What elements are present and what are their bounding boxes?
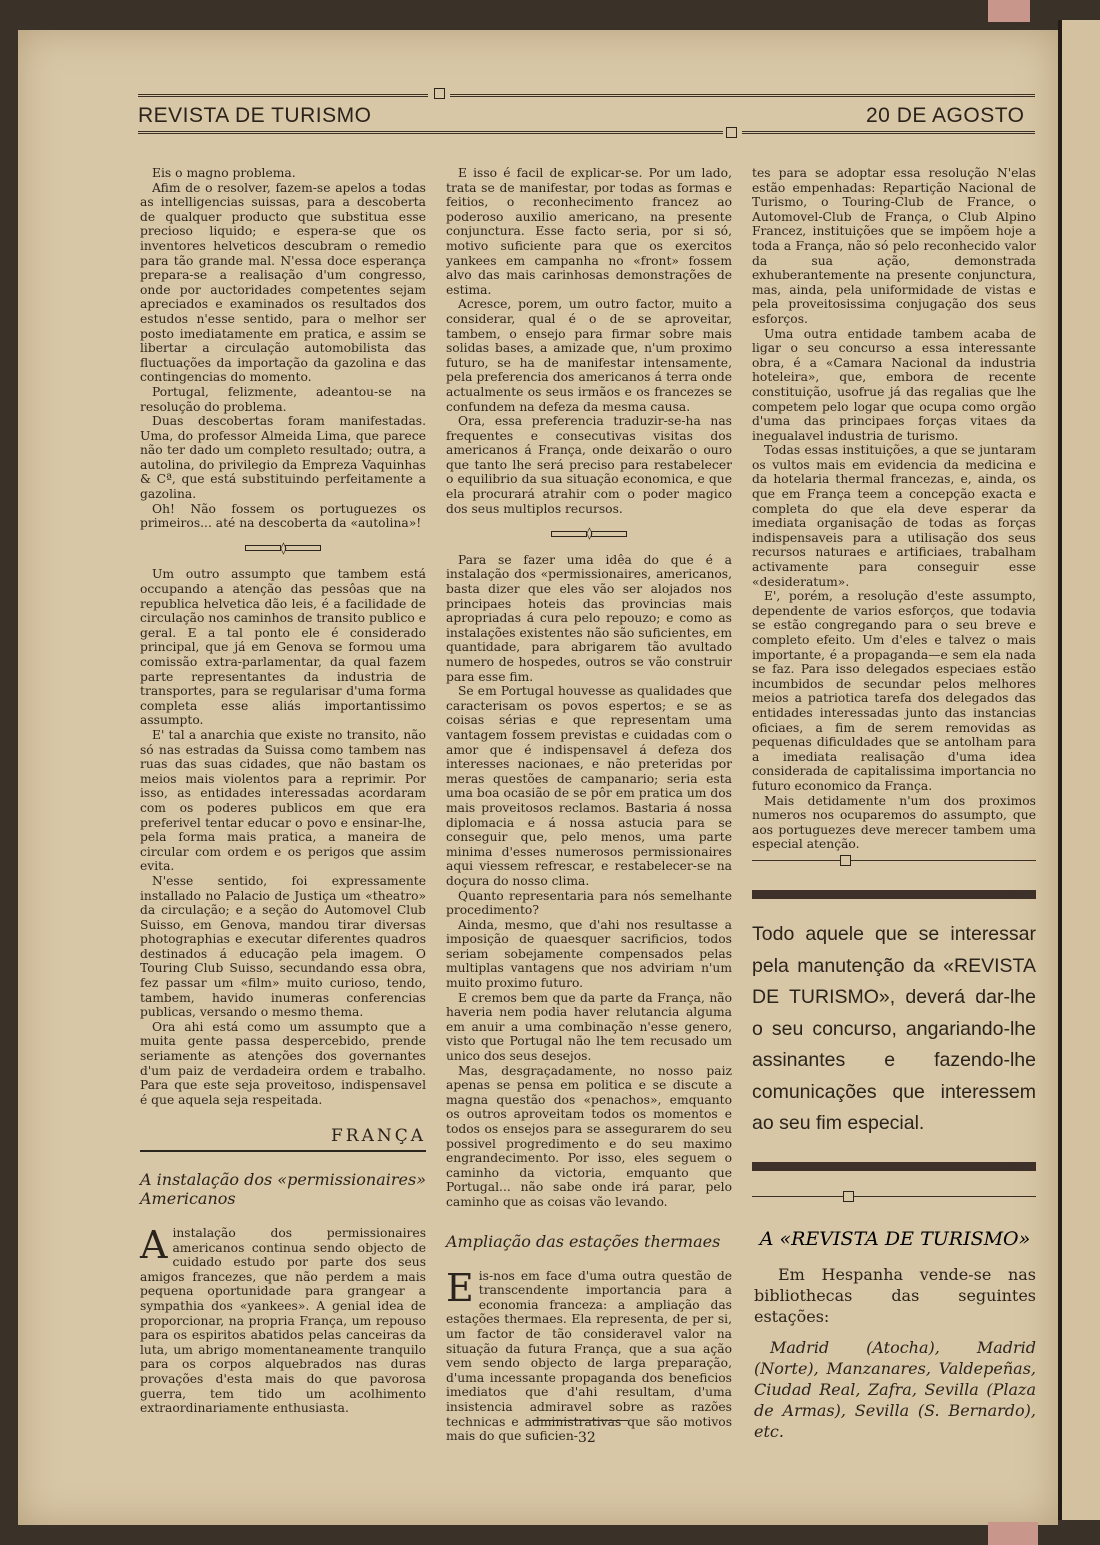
paragraph: Portugal, felizmente, adeantou-se na resolução do problema. <box>140 384 426 414</box>
paragraph: Mas, desgraçadamente, no nosso paiz apenas se pensa em politica e se discute a magna questão dos «penachos», emquanto os outros aproveitam todos os momentos e todos os ensejos para se assegurarem do seu possivel progredimento e do seu maximo engrandecimento. Por isso, eles seguem o caminho da victoria, emquanto que Portugal... não sabe onde irá parar, pelo caminho que as coisas vão levando. <box>446 1063 732 1209</box>
section-rule <box>140 1150 426 1152</box>
notice-bar-top <box>752 890 1036 899</box>
column-3 <box>752 166 1036 852</box>
paragraph: Afim de o resolver, fazem-se apelos a todas as intelligencias suissas, para a descoberta de qualquer producto que substitua esse precioso liquido; e espera-se que os inventores helveticos descubram o remedio para tão grande mal. N'essa doce esperança prepara-se a realisação d'um congresso, onde por auctoridades competentes sejam apreciados e examinados os resultados dos estudos n'esse sentido, para o melhor ser posto imediatamente em pratica, e assim se libertar a circulação automobilista das fluctuações da importação da gazolina e das contingencias do momento. <box>140 180 426 385</box>
paragraph: E cremos bem que da parte da França, não haveria nem podia haver relutancia alguma em anuir a uma combinação n'esse genero, visto que Portugal não lhe tem recusado um unico dos seus desejos. <box>446 990 732 1064</box>
column-1 <box>140 166 426 1416</box>
issue-date: 20 DE AGOSTO <box>866 104 1025 127</box>
paragraph: E' tal a anarchia que existe no transito, não só nas estradas da Suissa como tambem nas ruas das suas cidades, que não bastam os meios mais violentos para a reprimir. Por isso, as entidades interessadas acordaram com os poderes publicos em que era preferivel tentar educar o povo e ensinar-lhe, pela forma mais pratica, a maneira de circular com ordem e os perigos que assim evita. <box>140 727 426 874</box>
paragraph: Ainda, mesmo, que d'ahi nos resultasse a imposição de quaesquer sacrificios, todos seriam sobejamente compensados pelas multiplas vantagens que nos adviriam n'um muito proximo futuro. <box>446 917 732 991</box>
ornament-square <box>434 88 445 99</box>
paragraph: Ora ahi está como um assumpto que a muita gente passa despercebido, prende seriamente as atenções dos governantes d'um paiz de verdadeira ordem e trabalho. Para que este seja proveitoso, indispensavel é que aquela seja respeitada. <box>140 1019 426 1107</box>
divider-rule <box>752 1196 1036 1197</box>
header-rule-lower-left <box>138 131 723 134</box>
header-rule-right <box>450 94 1035 97</box>
section-ornament: ◊ <box>446 526 732 541</box>
page-number: 32 <box>578 1430 596 1446</box>
adjacent-page-edge <box>1062 20 1100 1520</box>
page-tab-top <box>988 0 1030 22</box>
paragraph: Acresce, porem, um outro factor, muito a considerar, qual é o de se aproveitar, tambem, o ensejo para firmar sobre mais solidas bases, a amizade que, n'um proximo futuro, se ha de manifestar intensamente, pela preferencia dos americanos á terra onde actualmente os seus irmãos e os francezes se confundem na defeza da mesma causa. <box>446 297 732 414</box>
paragraph: Se em Portugal houvesse as qualidades que caracterisam os povos espertos; e se as coisas sérias e que representam uma vantagem fossem previstas e cuidadas com o amor que é indispensavel á defeza dos interesses nacionaes, e não preteridas por meras questões de campanario; seria esta uma boa ocasião de se pôr em pratica um dos mais proveitosos reclamos. Bastaria á nossa diplomacia e á nossa astucia para se conseguir que, pelo menos, uma parte minima d'esses numerosos permissionaires aqui viessem refrescar, e restabelecer-se na doçura do nosso clima. <box>446 684 732 888</box>
paragraph: Um outro assumpto que tambem está occupando a atenção das pessôas que na republica helvetica dão leis, é a facilidade de circulação nos caminhos de transito publico e geral. E a tal ponto ele é considerado principal, que já em Genova se formou uma comissão extra-parlamentar, da qual fazem parte representantes da industria de transportes, para se regularisar d'uma forma completa esse aliás importantissimo assumpto. <box>140 567 426 728</box>
notice-bar-bottom <box>752 1162 1036 1171</box>
ornament-square <box>726 127 737 138</box>
paragraph: E isso é facil de explicar-se. Por um lado, trata se de manifestar, por todas as formas e feitios, o reconhecimento francez ao poderoso auxilio americano, na presente conjunctura. Esse facto seria, por si só, motivo suficiente para que os exercitos yankees em campanha no «front» fossem alvo das mais carinhosas demonstrações de estima. <box>446 166 732 297</box>
paragraph: Oh! Não fossem os portuguezes os primeiros... até na descoberta da «autolina»! <box>140 501 426 531</box>
promo-box <box>754 1218 1036 1442</box>
paragraph: Todas essas instituições, a que se juntaram os vultos mais em evidencia da medicina e da hotelaria thermal francezas, e, ainda, os que em França teem a concepção exacta e completa do que ela deve esperar da imediata organisação de todas as forças indispensaveis para a utilisação dos seus recursos naturaes e artificiaes, trabalham activamente para conseguir esse «desideratum». <box>752 443 1036 589</box>
paragraph: Duas descobertas foram manifestadas. Uma, do professor Almeida Lima, que parece não ter dado um completo resultado; outra, a autolina, do privilegio da Empreza Vaquinhas & Cª, que está substituindo perfeitamente a gazolina. <box>140 414 426 502</box>
promo-text: Em Hespanha vende-se nas bibliothecas das seguintes estações: <box>754 1265 1036 1326</box>
notice-box <box>752 880 1036 1181</box>
header-rule-left <box>138 94 428 97</box>
paragraph: Uma outra entidade tambem acaba de ligar o seu concurso a essa interessante obra, é a «Camara Nacional da industria hoteleira», que, embora de recente constituição, usofrue já das regalias que lhe competem pelo logar que ocupa como orgão d'uma das principaes forças vitaes da inegualavel industria de turismo. <box>752 326 1036 443</box>
paragraph: E', porém, a resolução d'este assumpto, dependente de varios esforços, que todavia se estão congregando para o seu breve e completo efeito. Um d'eles e talvez o mais importante, é a propaganda—e sem ela nada se faz. Para isso delegados especiaes estão incumbidos de secundar pelos melhores meios a patriotica tarefa dos delegados das entidades interessadas junto das instancias oficiaes, a fim de serem removidas as pequenas dificuldades que se antolham para a imediata realisação d'uma idea considerada de capitalissima importancia no futuro economico da França. <box>752 589 1036 793</box>
page-tab-bottom <box>988 1522 1038 1545</box>
paragraph: N'esse sentido, foi expressamente installado no Palacio de Justiça um «theatro» da circulação; e a seção do Automovel Club Suisso, em Genova, mandou tirar diversas photographias e executar diferentes quadros destinados á educação pela imagem. O Touring Club Suisso, secundando essa obra, fez passar um «film» muito curioso, tendo, tambem, havido inumeras conferencias publicas, versando o mesmo thema. <box>140 873 426 1020</box>
drop-cap: E <box>446 1265 474 1310</box>
divider-rule <box>752 860 1036 861</box>
column-2 <box>446 166 732 1444</box>
paragraph: Mais detidamente n'um dos proximos numeros nos ocuparemos do assumpto, que aos portuguezes deve merecer tambem uma especial atenção. <box>752 793 1036 852</box>
section-heading: FRANÇA <box>330 1126 426 1147</box>
magazine-title: REVISTA DE TURISMO <box>138 104 372 127</box>
drop-cap: A <box>140 1223 168 1267</box>
promo-cities: Madrid (Atocha), Madrid (Norte), Manzanares, Valdepeñas, Ciudad Real, Zafra, Sevilla (Plaza de Armas), Sevilla (S. Bernardo), etc. <box>754 1338 1036 1441</box>
paragraph: Quanto representaria para nós semelhante procedimento? <box>446 888 732 918</box>
paragraph: Ainstalação dos permissionaires americanos continua sendo objecto de cuidado estudo por parte dos seus amigos francezes, que não perdem a mais pequena oportunidade para grangear a sympathia dos «yankees». A genial idea de proporcionar, na propria França, um repouso para os espiritos abatidos pelas canceiras da luta, um abrigo momentaneamente tranquilo para os corpos alquebrados nas duras provações d'esta mais do que pavorosa guerra, tem tido um acolhimento extraordinariamente enthusiasta. <box>140 1223 426 1416</box>
ornament-square <box>843 1191 854 1202</box>
section-ornament: ◊ <box>140 541 426 556</box>
promo-title: A «REVISTA DE TURISMO» <box>759 1228 1031 1250</box>
paragraph: Ora, essa preferencia traduzir-se-ha nas frequentes e consecutivas visitas dos americanos á França, onde deixarão o ouro que tanto lhe será preciso para restabelecer o equilibrio da sua situação economica, e que ela procurará atrahir com o poder magico dos seus multiplos recursos. <box>446 414 732 516</box>
ornament-square <box>840 855 851 866</box>
paragraph: tes para se adoptar essa resolução N'elas estão empenhadas: Repartição Nacional de Turismo, o Touring-Club de France, o Automovel-Club de França, o Club Alpino Francez, instituições que se impõem hoje a toda a França, não só pelo reconhecido valor da sua ação, demonstrada exhuberantemente na presente conjunctura, mas, ainda, pela uniformidade de vistas e pela proveitosissima conjugação dos seus esforços. <box>752 166 1036 326</box>
header-rule-lower-right <box>742 131 1035 134</box>
paragraph: Eis o magno problema. <box>152 166 296 180</box>
paragraph: Eis-nos em face d'uma outra questão de transcendente importancia para a economia franceza: a ampliação das estações thermaes. Ela representa, de per si, um factor de tão consideravel valor na situação da futura França, que a sua ação vem sendo objecto de larga preparação, d'uma incessante propaganda dos beneficios imediatos que d'ahi resultam, d'uma insistencia admiravel sobre as razões technicas e administrativas que são motivos mais do que suficien- <box>446 1265 732 1444</box>
footer-rule <box>532 1420 628 1421</box>
paragraph: Para se fazer uma idêa do que é a instalação dos «permissionaires, americanos, basta dizer que eles vão ser alojados nos principaes hoteis das provincias mais apropriadas á cura pelo repouzo; e como as instalações existentes não são suficientes, em quantidade, para abrigarem tão avultado numero de hospedes, outros se vão construir para esse fim. <box>446 552 732 684</box>
article-title: Ampliação das estações thermaes <box>446 1231 721 1251</box>
notice-text: Todo aquele que se interessar pela manutenção da «REVISTA DE TURISMO», deverá dar-lhe o seu concurso, angariando-lhe assinantes e fazendo-lhe comunicações que interessem ao seu fim especial. <box>752 923 1036 1134</box>
article-title: A instalação dos «permissionaires» Americanos <box>140 1170 426 1208</box>
